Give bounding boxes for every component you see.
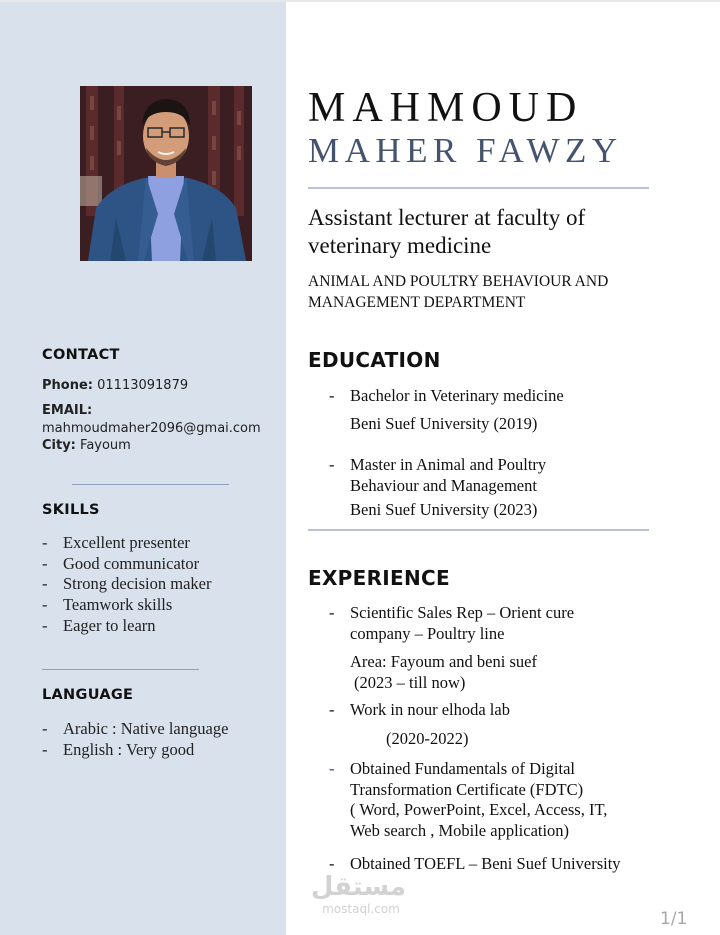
list-marker: - bbox=[329, 854, 335, 873]
list-marker: - bbox=[329, 603, 335, 622]
education-degree-cont: Behaviour and Management bbox=[350, 476, 537, 495]
education-university: Beni Suef University (2019) bbox=[350, 414, 538, 433]
skill-item: - Eager to learn bbox=[42, 615, 156, 635]
watermark-logo bbox=[310, 872, 406, 916]
education-degree: Bachelor in Veterinary medicine bbox=[350, 386, 564, 405]
certificate-title: Obtained Fundamentals of Digital bbox=[350, 759, 575, 778]
skill-item: - Teamwork skills bbox=[42, 595, 173, 615]
certificate-title: Obtained TOEFL – Beni Suef University bbox=[350, 854, 621, 873]
list-marker: - bbox=[329, 700, 335, 719]
department: ANIMAL AND POULTRY BEHAVIOUR AND MANAGEMENT DEPARTMENT bbox=[308, 273, 609, 311]
contact-city bbox=[42, 438, 131, 453]
first-name: MAHMOUD bbox=[308, 85, 584, 131]
skill-item: - Excellent presenter bbox=[42, 533, 190, 552]
watermark-arabic: مستقل bbox=[310, 872, 406, 902]
section-divider bbox=[308, 529, 649, 531]
experience-role-cont: company – Poultry line bbox=[350, 624, 505, 643]
phone-value: 01113091879 bbox=[97, 378, 189, 393]
education-university: Beni Suef University (2023) bbox=[350, 500, 538, 519]
list-marker: - bbox=[329, 386, 335, 405]
skill-item: - Strong decision maker bbox=[42, 574, 212, 594]
language-heading: LANGUAGE bbox=[42, 687, 134, 703]
experience-role: Work in nour elhoda lab bbox=[350, 700, 510, 719]
contact-phone bbox=[42, 378, 188, 393]
experience-role: Scientific Sales Rep – Orient cure bbox=[350, 603, 575, 622]
watermark-latin: mostaql.com bbox=[322, 902, 400, 916]
skills-heading: SKILLS bbox=[42, 502, 100, 518]
certificate-details-cont: Web search , Mobile application) bbox=[350, 821, 570, 840]
language-item: - Arabic : Native language bbox=[42, 719, 229, 738]
job-title: Assistant lecturer at faculty of veterinary medicine bbox=[308, 205, 586, 258]
name-divider bbox=[308, 187, 649, 189]
education-degree: Master in Animal and Poultry bbox=[350, 455, 547, 474]
education-heading: EDUCATION bbox=[308, 348, 441, 372]
sidebar-divider bbox=[72, 484, 229, 485]
last-name: MAHER FAWZY bbox=[308, 131, 623, 170]
skills-list bbox=[42, 533, 211, 636]
profile-photo bbox=[80, 86, 252, 261]
email-label: EMAIL: bbox=[42, 403, 93, 418]
experience-period: (2023 – till now) bbox=[354, 673, 466, 692]
experience-area: Area: Fayoum and beni suef bbox=[350, 652, 537, 671]
language-item: - English : Very good bbox=[42, 739, 195, 759]
language-list bbox=[42, 719, 228, 760]
city-value: Fayoum bbox=[80, 438, 131, 453]
certificate-details: ( Word, PowerPoint, Excel, Access, IT, bbox=[350, 800, 608, 819]
skill-item: - Good communicator bbox=[42, 553, 200, 573]
list-marker: - bbox=[329, 759, 335, 778]
email-value: mahmoudmaher2096@gmai.com bbox=[42, 421, 261, 436]
city-label: City: bbox=[42, 438, 76, 453]
page-indicator: 1/1 bbox=[660, 909, 688, 929]
phone-label: Phone: bbox=[42, 378, 93, 393]
contact-heading: CONTACT bbox=[42, 347, 120, 363]
sidebar-divider bbox=[42, 669, 199, 670]
certificate-title-cont: Transformation Certificate (FDTC) bbox=[350, 780, 584, 799]
experience-period: (2020-2022) bbox=[386, 729, 469, 748]
experience-heading: EXPERIENCE bbox=[308, 566, 450, 590]
list-marker: - bbox=[329, 455, 335, 474]
